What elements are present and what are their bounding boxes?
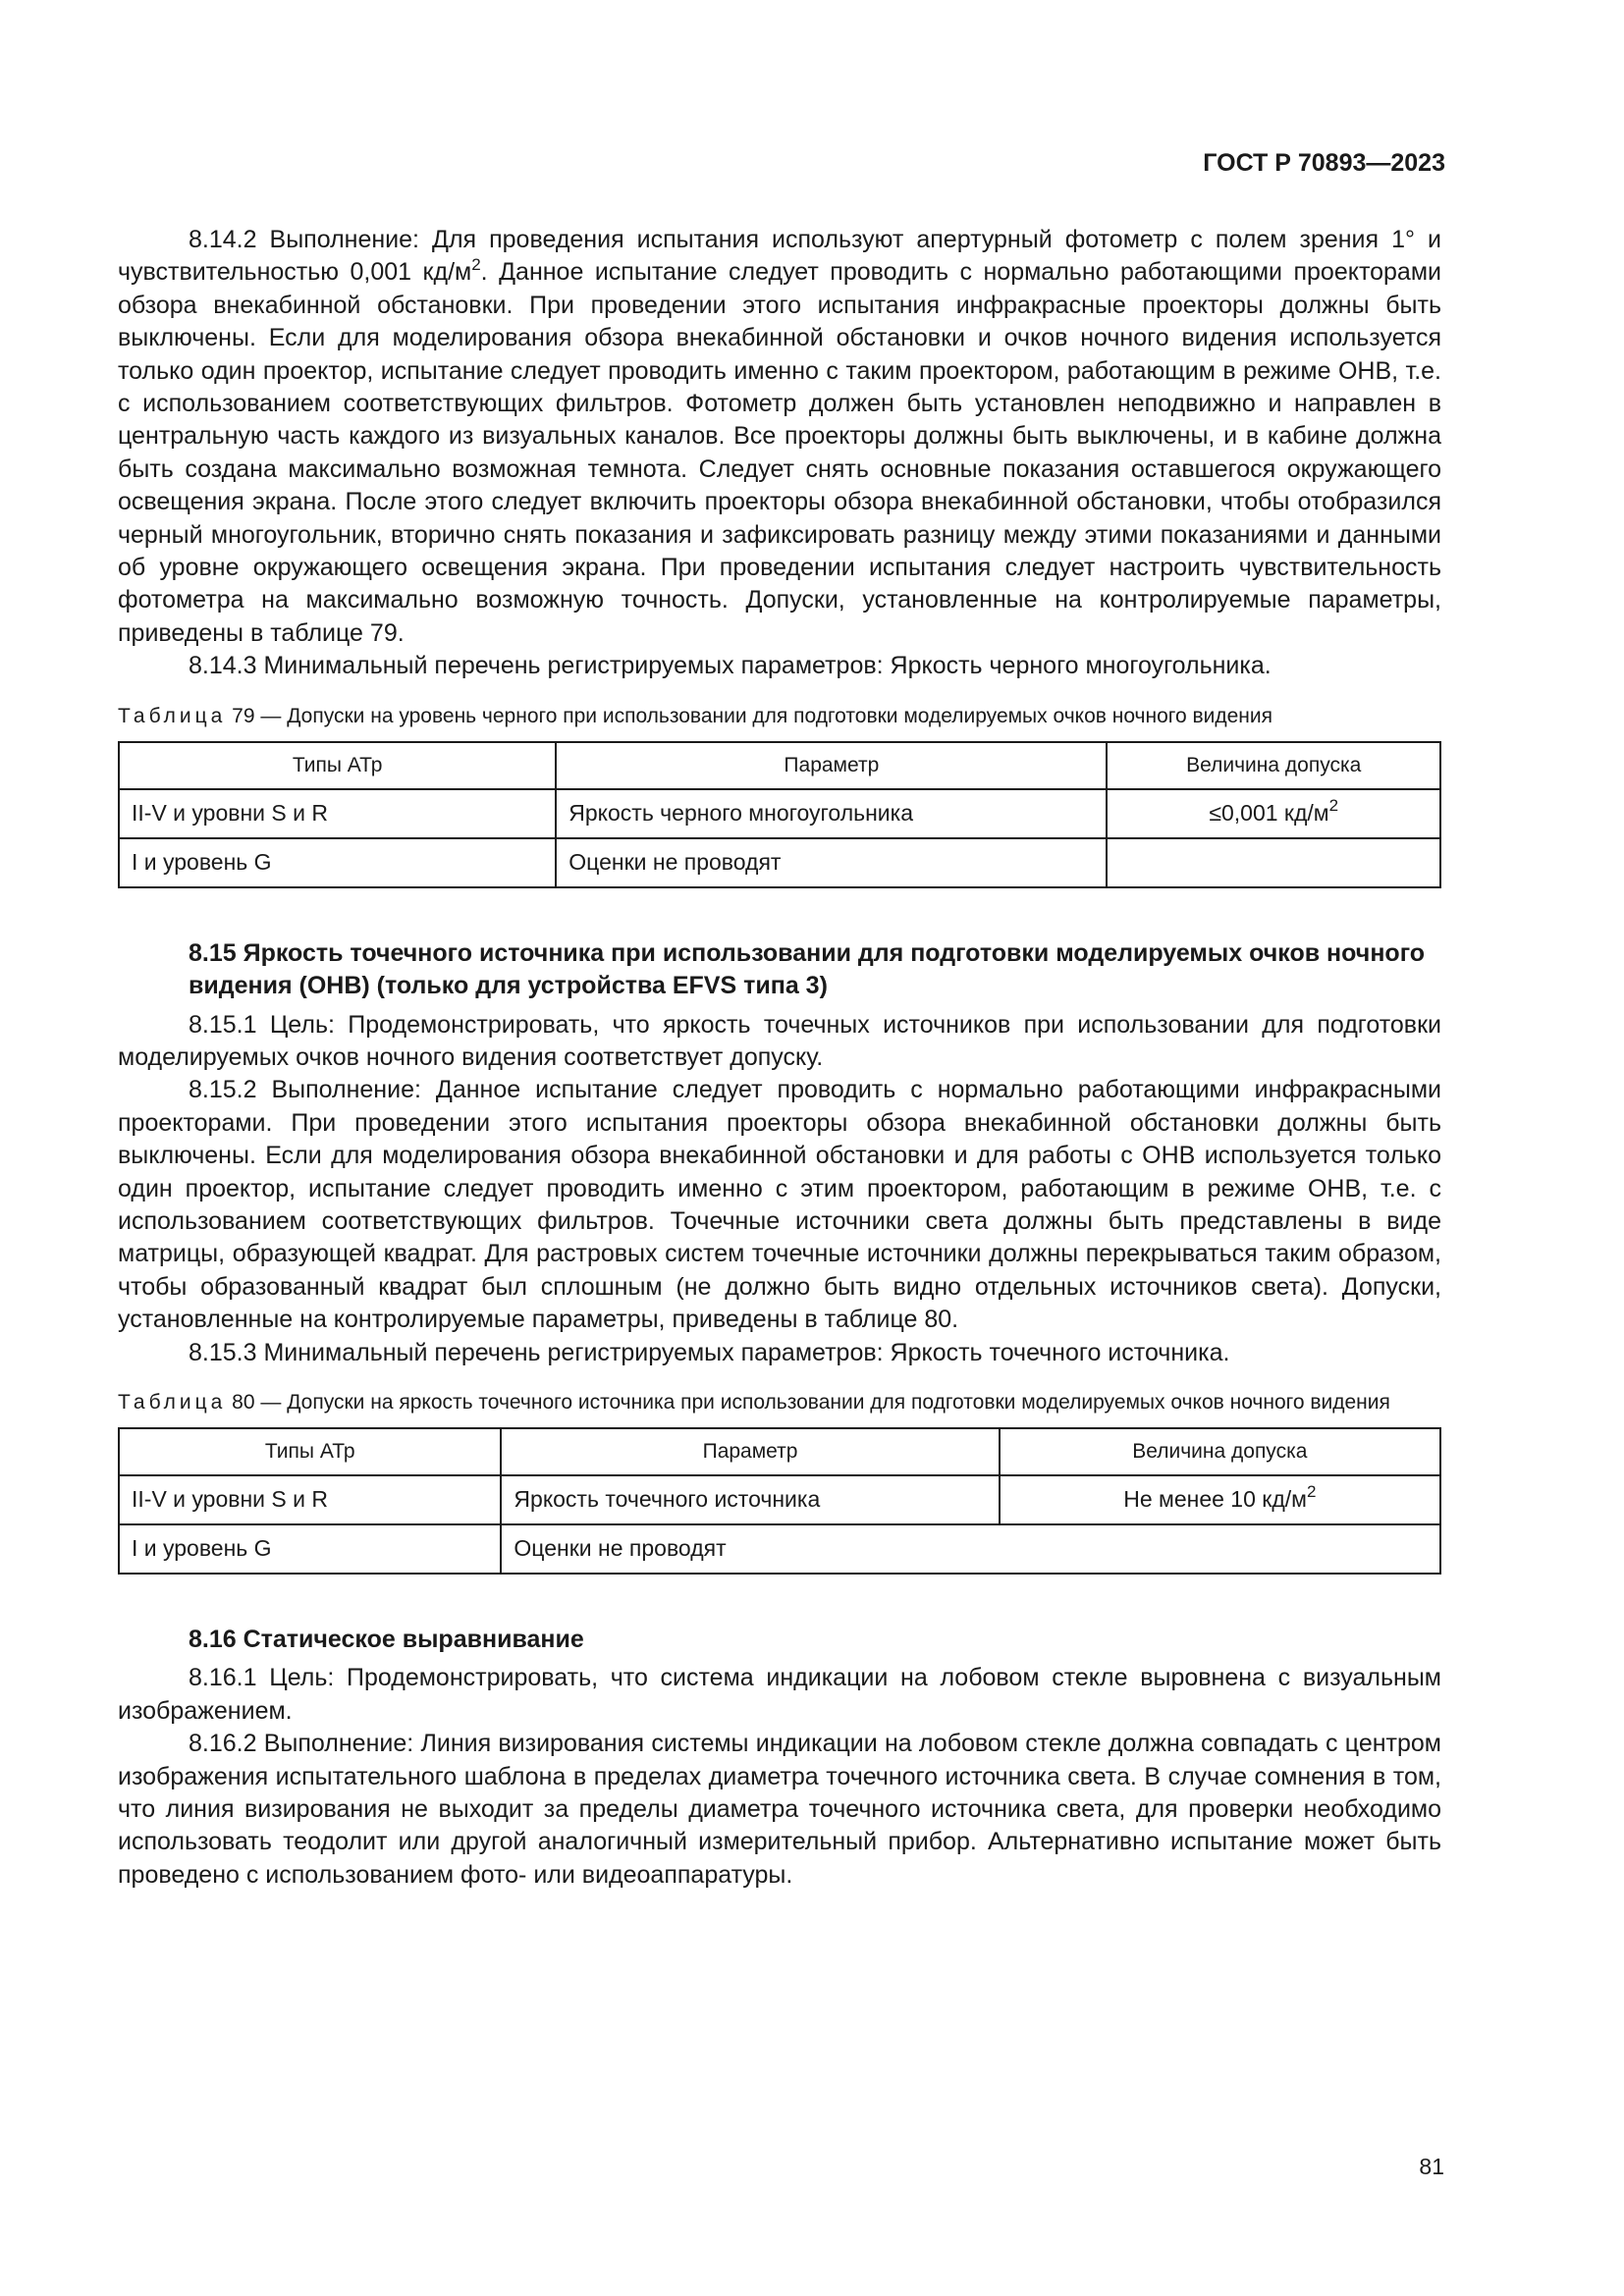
table-header-row bbox=[119, 742, 1440, 789]
paragraph-8-15-3: 8.15.3 Минимальный перечень регистрируемых параметров: Яркость точечного источника. bbox=[189, 1338, 1230, 1366]
table-cell: Оценки не проводят bbox=[556, 838, 1107, 887]
table-cell: II-V и уровни S и R bbox=[119, 789, 556, 838]
table-cell: Яркость точечного источника bbox=[501, 1475, 999, 1524]
table-row bbox=[119, 1475, 1440, 1524]
table-row bbox=[119, 1524, 1440, 1574]
column-header: Величина допуска bbox=[1000, 1428, 1440, 1475]
column-header: Величина допуска bbox=[1107, 742, 1440, 789]
table-cell: Не менее 10 $кд/м^2$ bbox=[1000, 1475, 1440, 1524]
paragraph-8-15-1: 8.15.1 Цель: Продемонстрировать, что яркость точечных источников при использовании для подготовки моделируемых очков ночного видения соответствует допуску. bbox=[118, 1010, 1441, 1071]
column-header: Типы АТр bbox=[119, 1428, 501, 1475]
document-code: ГОСТ Р 70893—2023 bbox=[1203, 149, 1445, 177]
table-cell: I и уровень G bbox=[119, 1524, 501, 1574]
table-cell: ≤0,001 $кд/м^2$ bbox=[1107, 789, 1440, 838]
table-80 bbox=[118, 1427, 1441, 1575]
table-cell: Яркость черного многоугольника bbox=[556, 789, 1107, 838]
column-header: Параметр bbox=[501, 1428, 999, 1475]
paragraph-8-16-1: 8.16.1 Цель: Продемонстрировать, что система индикации на лобовом стекле выровнена с визуальным изображением. bbox=[118, 1664, 1441, 1725]
table-cell bbox=[1107, 838, 1440, 887]
section-heading-8-16: 8.16 Статическое выравнивание bbox=[189, 1625, 584, 1653]
table-79 bbox=[118, 741, 1441, 888]
section-heading-8-15: 8.15 Яркость точечного источника при использовании для подготовки моделируемых очков ночного видения (ОНВ) (только для устройства EFVS типа 3) bbox=[189, 938, 1426, 1000]
table-cell: I и уровень G bbox=[119, 838, 556, 887]
table-row bbox=[119, 838, 1440, 887]
paragraph-8-16-2: 8.16.2 Выполнение: Линия визирования системы индикации на лобовом стекле должна совпадать с центром изображения испытательного шаблона в пределах диаметра точечного источника света. В случае сомнения в том, что линия визирования не выходит за пределы диаметра точечного источника света, для проверки необходимо использовать теодолит или другой аналогичный измерительный прибор. Альтернативно испытание может быть проведено с использованием фото- или видеоаппаратуры. bbox=[118, 1730, 1441, 1889]
column-header: Параметр bbox=[556, 742, 1107, 789]
column-header: Типы АТр bbox=[119, 742, 556, 789]
table-row bbox=[119, 789, 1440, 838]
paragraph-8-15-2: 8.15.2 Выполнение: Данное испытание следует проводить с нормально работающими инфракрасными проекторами. При проведении этого испытания проекторы обзора внекабинной обстановки должны быть выключены. Если для моделирования обзора внекабинной обстановки и для работы с ОНВ используется только один проектор, испытание следует проводить именно с этим проектором, работающим в режиме ОНВ, т.е. с использованием соответствующих фильтров. Точечные источники света должны быть представлены в виде матрицы, образующей квадрат. Для растровых систем точечные источники должны перекрываться таким образом, чтобы образованный квадрат был сплошным (не должно быть видно отдельных источников света). Допуски, установленные на контролируемые параметры, приведены в таблице 80. bbox=[118, 1076, 1441, 1334]
paragraph-8-14-2: 8.14.2 Выполнение: Для проведения испытания используют апертурный фотометр с полем зрения 1° и чувствительностью 0,001 $кд/м^2$. Данное испытание следует проводить с нормально работающими проекторами обзора внекабинной обстановки. При проведении этого испытания инфракрасные проекторы должны быть выключены. Если для моделирования обзора внекабинной обстановки и очков ночного видения используется только один проектор, испытание следует проводить именно с таким проектором, работающим в режиме ОНВ, т.е. с использованием соответствующих фильтров. Фотометр должен быть установлен неподвижно и направлен в центральную часть каждого из визуальных каналов. Все проекторы должны быть выключены, и в кабине должна быть создана максимально возможная темнота. Следует снять основные показания оставшегося окружающего освещения экрана. После этого следует включить проекторы обзора внекабинной обстановки, чтобы отобразился черный многоугольник, вторично снять показания и зафиксировать разницу между этими показаниями и данными об уровне окружающего освещения экрана. При проведении испытания следует настроить чувствительность фотометра на максимально возможную точность. Допуски, установленные на контролируемые параметры, приведены в таблице 79. bbox=[118, 226, 1441, 647]
table-cell: Оценки не проводят bbox=[501, 1524, 1440, 1574]
page-number: 81 bbox=[1419, 2154, 1444, 2179]
paragraph-8-14-3: 8.14.3 Минимальный перечень регистрируемых параметров: Яркость черного многоугольника. bbox=[189, 652, 1272, 680]
table-79-caption: Таблица 79 — Допуски на уровень черного при использовании для подготовки моделируемых очков ночного видения bbox=[118, 704, 1273, 727]
table-header-row bbox=[119, 1428, 1440, 1475]
table-80-caption: Таблица 80 — Допуски на яркость точечного источника при использовании для подготовки моделируемых очков ночного видения bbox=[118, 1390, 1390, 1414]
page-content bbox=[118, 224, 1441, 1892]
table-cell: II-V и уровни S и R bbox=[119, 1475, 501, 1524]
